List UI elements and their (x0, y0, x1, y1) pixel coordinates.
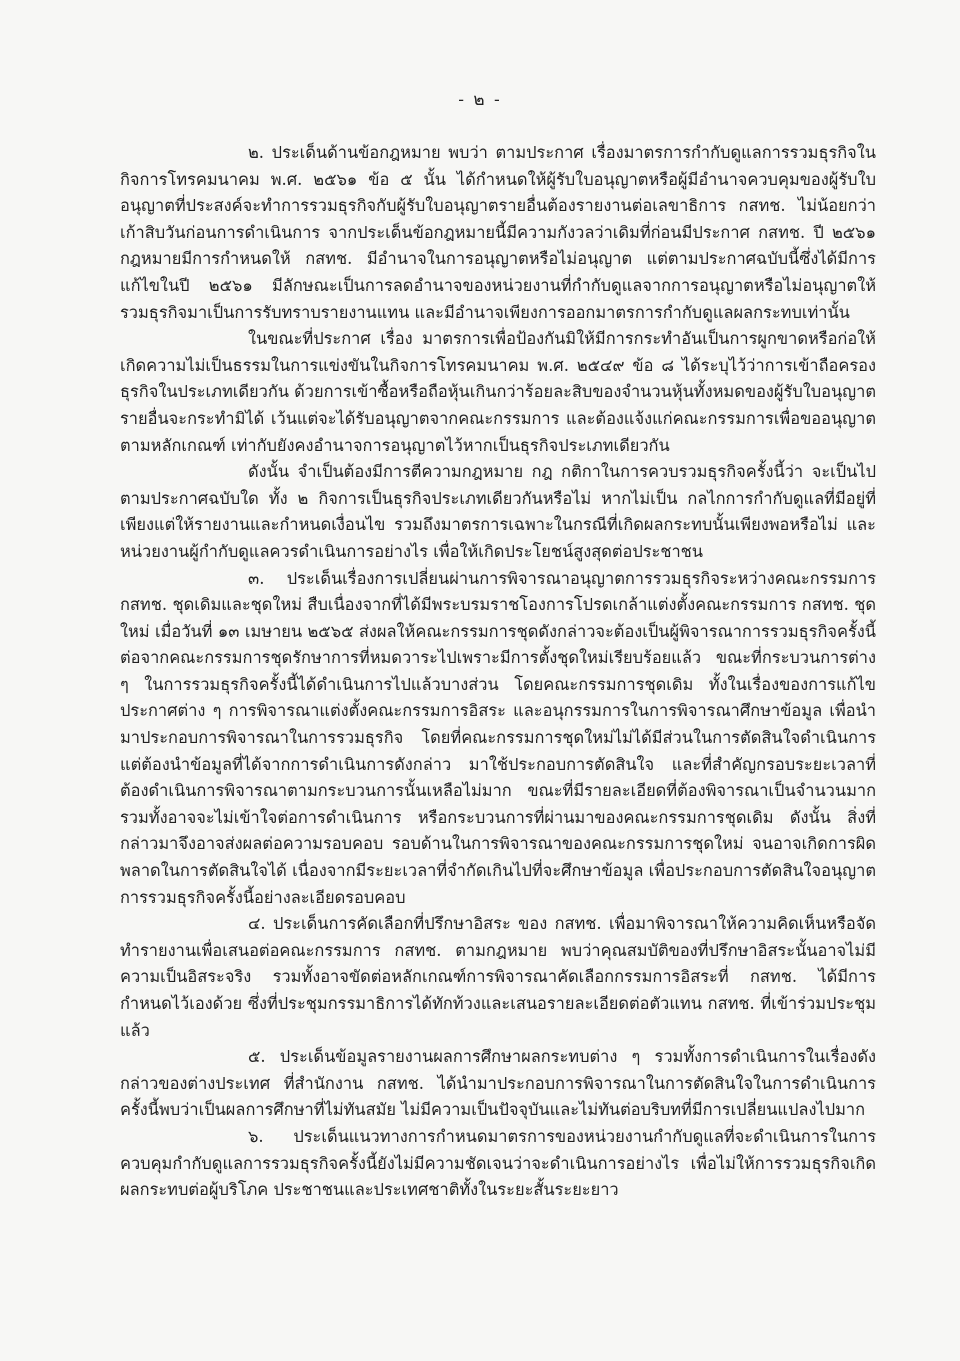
paragraph-legal-issue: ๒. ประเด็นด้านข้อกฎหมาย พบว่า ตามประกาศ เรื่องมาตรการกำกับดูแลการรวมธุรกิจในกิจการโทรคมนาคม พ.ศ. ๒๕๖๑ ข้อ ๕ นั้น ได้กำหนดให้ผู้รับใบอนุญาตหรือผู้มีอำนาจควบคุมของผู้รับใบอนุญาตที่ประสงค์จะทำการรวมธุรกิจกับผู้รับใบอนุญาตรายอื่นต้องรายงานต่อเลขาธิการ กสทช. ไม่น้อยกว่าเก้าสิบวันก่อนการดำเนินการ จากประเด็นข้อกฎหมายนี้มีความกังวลว่าเดิมที่ก่อนมีประกาศ กสทช. ปี ๒๕๖๑ กฎหมายมีการกำหนดให้ กสทช. มีอำนาจในการอนุญาตหรือไม่อนุญาต แต่ตามประกาศฉบับนี้ซึ่งได้มีการแก้ไขในปี ๒๕๖๑ มีลักษณะเป็นการลดอำนาจของหน่วยงานที่กำกับดูแลจากการอนุญาตหรือไม่อนุญาตให้รวมธุรกิจมาเป็นการรับทราบรายงานแทน และมีอำนาจเพียงการออกมาตรการกำกับดูแลผลกระทบเท่านั้น (120, 143, 876, 322)
paragraph-interpretation: ดังนั้น จำเป็นต้องมีการตีความกฎหมาย กฎ กติกาในการควบรวมธุรกิจครั้งนี้ว่า จะเป็นไปตามประกาศฉบับใด ทั้ง ๒ กิจการเป็นธุรกิจประเภทเดียวกันหรือไม่ หากไม่เป็น กลไกการกำกับดูแลที่มีอยู่ที่เพียงแต่ให้รายงานและกำหนดเงื่อนไข รวมถึงมาตรการเฉพาะในกรณีที่เกิดผลกระทบนั้นเพียงพอหรือไม่ และหน่วยงานผู้กำกับดูแลควรดำเนินการอย่างไร เพื่อให้เกิดประโยชน์สูงสุดต่อประชาชน (120, 462, 876, 561)
paragraph-2549-notification: ในขณะที่ประกาศ เรื่อง มาตรการเพื่อป้องกันมิให้มีการกระทำอันเป็นการผูกขาดหรือก่อให้เกิดความไม่เป็นธรรมในการแข่งขันในกิจการโทรคมนาคม พ.ศ. ๒๕๔๙ ข้อ ๘ ได้ระบุไว้ว่าการเข้าถือครองธุรกิจในประเภทเดียวกัน ด้วยการเข้าซื้อหรือถือหุ้นเกินกว่าร้อยละสิบของจำนวนหุ้นทั้งหมดของผู้รับใบอนุญาตรายอื่นจะกระทำมิได้ เว้นแต่จะได้รับอนุญาตจากคณะกรรมการ และต้องแจ้งแก่คณะกรรมการเพื่อขออนุญาตตามหลักเกณฑ์ เท่ากับยังคงอำนาจการอนุญาตไว้หากเป็นธุรกิจประเภทเดียวกัน (120, 329, 876, 455)
page-number: - ๒ - (458, 90, 502, 110)
paragraph-regulatory-measures: ๖. ประเด็นแนวทางการกำหนดมาตรการของหน่วยงานกำกับดูแลที่จะดำเนินการในการควบคุมกำกับดูแลการรวมธุรกิจครั้งนี้ยังไม่มีความชัดเจนว่าจะดำเนินการอย่างไร เพื่อไม่ให้การรวมธุรกิจเกิดผลกระทบต่อผู้บริโภค ประชาชนและประเทศชาติทั้งในระยะสั้นระยะยาว (120, 1126, 876, 1200)
document-body (120, 140, 876, 1204)
paragraph-impact-study: ๕. ประเด็นข้อมูลรายงานผลการศึกษาผลกระทบต่าง ๆ รวมทั้งการดำเนินการในเรื่องดังกล่าวของต่างประเทศ ที่สำนักงาน กสทช. ได้นำมาประกอบการพิจารณาในการตัดสินใจในการดำเนินการครั้งนี้พบว่าเป็นผลการศึกษาที่ไม่ทันสมัย ไม่มีความเป็นปัจจุบันและไม่ทันต่อบริบทที่มีการเปลี่ยนแปลงไปมาก (120, 1047, 876, 1120)
paragraph-board-transition: ๓. ประเด็นเรื่องการเปลี่ยนผ่านการพิจารณาอนุญาตการรวมธุรกิจระหว่างคณะกรรมการ กสทช. ชุดเดิมและชุดใหม่ สืบเนื่องจากที่ได้มีพระบรมราชโองการโปรดเกล้าแต่งตั้งคณะกรรมการ กสทช. ชุดใหม่ เมื่อวันที่ ๑๓ เมษายน ๒๕๖๕ ส่งผลให้คณะกรรมการชุดดังกล่าวจะต้องเป็นผู้พิจารณาการรวมธุรกิจครั้งนี้ต่อจากคณะกรรมการชุดรักษาการที่หมดวาระไปเพราะมีการตั้งชุดใหม่เรียบร้อยแล้ว ขณะที่กระบวนการต่าง ๆ ในการรวมธุรกิจครั้งนี้ได้ดำเนินการไปแล้วบางส่วน โดยคณะกรรมการชุดเดิม ทั้งในเรื่องของการแก้ไขประกาศต่าง ๆ การพิจารณาแต่งตั้งคณะกรรมการอิสระ และอนุกรรมการในการพิจารณาศึกษาข้อมูล เพื่อนำมาประกอบการพิจารณาในการรวมธุรกิจ โดยที่คณะกรรมการชุดใหม่ไม่ได้มีส่วนในการตัดสินใจดำเนินการ แต่ต้องนำข้อมูลที่ได้จากการดำเนินการดังกล่าว มาใช้ประกอบการตัดสินใจ และที่สำคัญกรอบระยะเวลาที่ต้องดำเนินการพิจารณาตามกระบวนการนั้นเหลือไม่มาก ขณะที่มีรายละเอียดที่ต้องพิจารณาเป็นจำนวนมาก รวมทั้งอาจจะไม่เข้าใจต่อการดำเนินการ หรือกระบวนการที่ผ่านมาของคณะกรรมการชุดเดิม ดังนั้น สิ่งที่กล่าวมาจึงอาจส่งผลต่อความรอบคอบ รอบด้านในการพิจารณาของคณะกรรมการชุดใหม่ จนอาจเกิดการผิดพลาดในการตัดสินใจได้ เนื่องจากมีระยะเวลาที่จำกัดเกินไปที่จะศึกษาข้อมูล เพื่อประกอบการตัดสินใจอนุญาตการรวมธุรกิจครั้งนี้อย่างละเอียดรอบคอบ (120, 568, 876, 907)
paragraph-independent-advisor: ๔. ประเด็นการคัดเลือกที่ปรึกษาอิสระ ของ กสทช. เพื่อมาพิจารณาให้ความคิดเห็นหรือจัดทำรายงานเพื่อเสนอต่อคณะกรรมการ กสทช. ตามกฎหมาย พบว่าคุณสมบัติของที่ปรึกษาอิสระนั้นอาจไม่มีความเป็นอิสระจริง รวมทั้งอาจขัดต่อหลักเกณฑ์การพิจารณาคัดเลือกกรรมการอิสระที่ กสทช. ได้มีการกำหนดไว้เองด้วย ซึ่งที่ประชุมกรรมาธิการได้ทักท้วงและเสนอรายละเอียดต่อตัวแทน กสทช. ที่เข้าร่วมประชุมแล้ว (120, 914, 876, 1040)
